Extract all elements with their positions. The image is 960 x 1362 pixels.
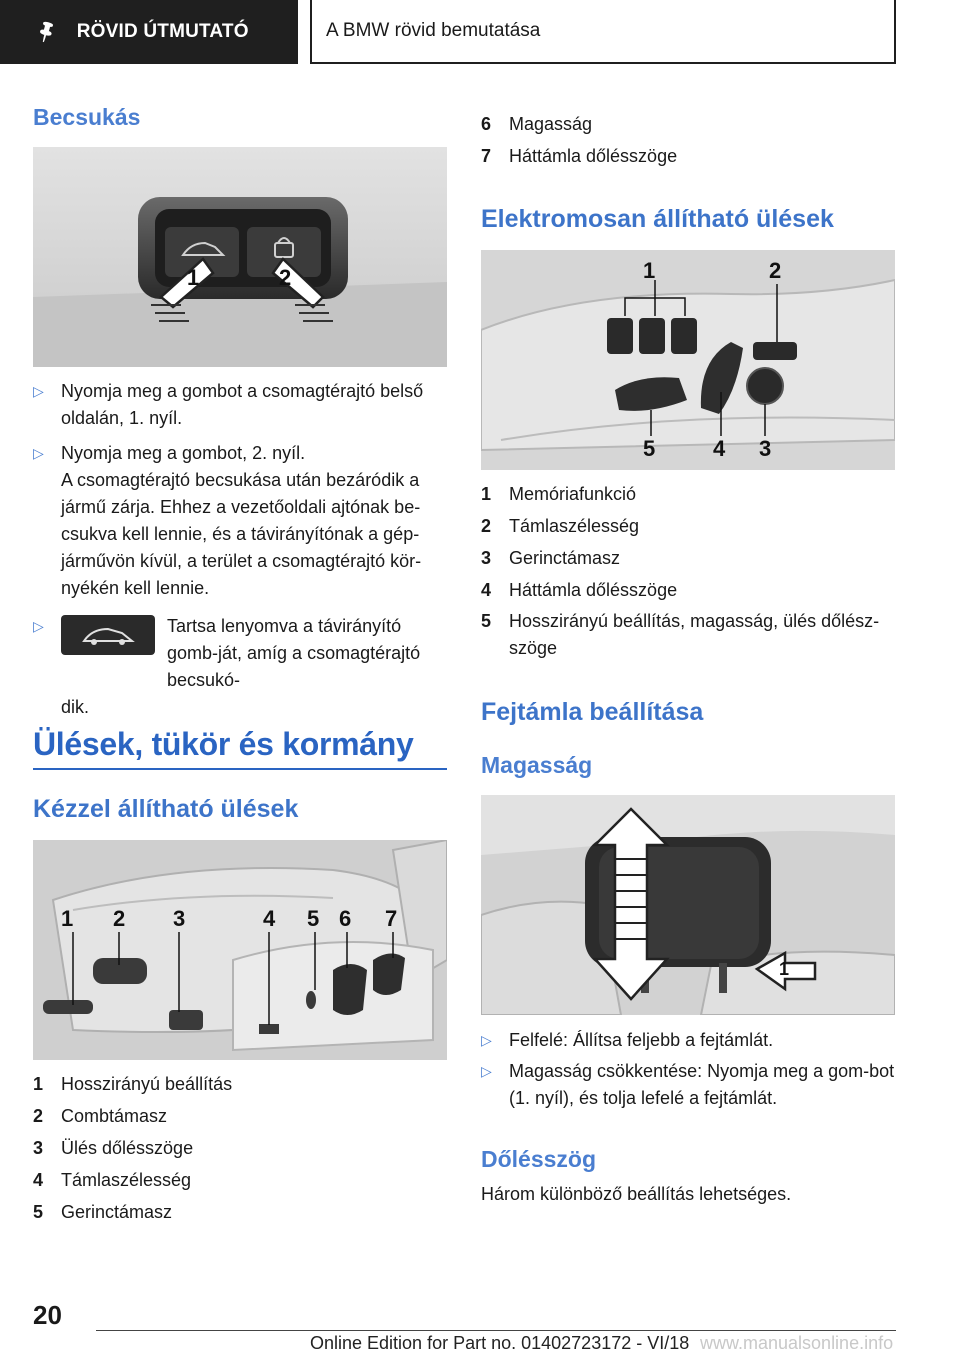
heading-headrest-tilt: Dőlésszög (481, 1146, 597, 1172)
list-item: 7 Háttámla dőlésszöge (481, 146, 678, 166)
electric-label-1: 1 (643, 258, 656, 283)
manual-label-1: 1 (61, 906, 74, 931)
trunk-label-1: 1 (187, 265, 200, 290)
heading-electric-seats: Elektromosan állítható ülések (481, 205, 834, 233)
manual-seat-legend-cont (481, 108, 895, 172)
chapter-rule (33, 768, 447, 770)
becsukas-bullet-2: ▷ Nyomja meg a gombot, 2. nyíl. (33, 440, 447, 467)
manual-seat-legend (33, 1068, 447, 1228)
becsukas-bullet-1: ▷ Nyomja meg a gombot a csomagtérajtó belső oldalán, 1. nyíl. (33, 378, 447, 432)
electric-label-3: 3 (759, 436, 772, 461)
manual-label-7: 7 (385, 906, 398, 931)
electric-label-2: 2 (769, 258, 782, 283)
manual-seat-controls-image (33, 840, 447, 1060)
heading-headrest-height: Magasság (481, 752, 593, 778)
bullet-triangle-icon: ▷ (33, 383, 44, 399)
heading-becsukas: Becsukás (33, 104, 141, 130)
bullet-triangle-icon: ▷ (33, 618, 44, 634)
header-title-box (310, 0, 896, 64)
manual-label-4: 4 (263, 906, 276, 931)
trunk-close-buttons-image (33, 147, 447, 367)
list-item: 5 Gerinctámasz (33, 1202, 173, 1222)
list-item: 4 Támlaszélesség (33, 1170, 192, 1190)
header-title: A BMW rövid bemutatása (326, 20, 541, 41)
electric-seat-controls-image (481, 250, 895, 470)
manual-label-6: 6 (339, 906, 352, 931)
list-item: 1 Memóriafunkció (481, 484, 637, 504)
list-item: 2 Combtámasz (33, 1106, 168, 1126)
electric-label-5: 5 (643, 436, 656, 461)
headrest-label-1: 1 (779, 959, 790, 979)
bullet-triangle-icon: ▷ (33, 445, 44, 461)
becsukas-remote-bullet: ▷ Tartsa lenyomva a távirányító gomb-ját, amíg a csomagtérajtó becsukó- dik. (33, 613, 447, 721)
manual-label-2: 2 (113, 906, 126, 931)
list-item: 4 Háttámla dőlésszöge (481, 580, 678, 600)
headrest-height-image (481, 795, 895, 1015)
trunk-label-2: 2 (279, 265, 292, 290)
chapter-title: Ülések, tükör és kormány (33, 726, 414, 762)
bullet-triangle-icon: ▷ (481, 1063, 492, 1079)
headrest-tilt-text: Három különböző beállítás lehetséges. (481, 1184, 792, 1204)
heading-manual-seats: Kézzel állítható ülések (33, 795, 299, 823)
header-section-tab (0, 0, 298, 64)
footer-edition: Online Edition for Part no. 01402723172 - VI/18 (310, 1333, 690, 1353)
list-item: 2 Támlaszélesség (481, 516, 640, 536)
headrest-bullet-2: ▷ Magasság csökkentése: Nyomja meg a gom-bot (1. nyíl), és tolja lefelé a fejtámlát. (481, 1058, 895, 1112)
bullet-triangle-icon: ▷ (481, 1032, 492, 1048)
pin-icon: 🖈 (32, 16, 60, 45)
header-section-label: RÖVID ÚTMUTATÓ (76, 21, 249, 42)
remote-trunk-button-icon (61, 615, 155, 655)
list-item: 3 Ülés dőlésszöge (33, 1138, 194, 1158)
manual-label-5: 5 (307, 906, 320, 931)
list-item: 5 Hosszirányú beállítás, magasság, ülés dőlész-szöge (481, 611, 880, 658)
heading-headrest: Fejtámla beállítása (481, 698, 704, 726)
electric-label-4: 4 (713, 436, 726, 461)
list-item: 6 Magasság (481, 114, 593, 134)
list-item: 3 Gerinctámasz (481, 548, 621, 568)
headrest-bullet-1: ▷ Felfelé: Állítsa feljebb a fejtámlát. (481, 1027, 895, 1054)
manual-label-3: 3 (173, 906, 186, 931)
footer-watermark: www.manualsonline.info (700, 1333, 894, 1353)
footer-rule (96, 1330, 896, 1331)
list-item: 1 Hosszirányú beállítás (33, 1074, 233, 1094)
page-number: 20 (33, 1300, 62, 1330)
becsukas-paragraph: A csomagtérajtó becsukása után bezáródik a jármű zárja. Ehhez a vezetőoldali ajtónak be-csukva kell lennie, és a távirányítónak a gép-járművön kívül, a terület a csomagtérajtó kör-nyékén kell lennie. (61, 470, 422, 598)
electric-seat-legend (481, 478, 895, 665)
